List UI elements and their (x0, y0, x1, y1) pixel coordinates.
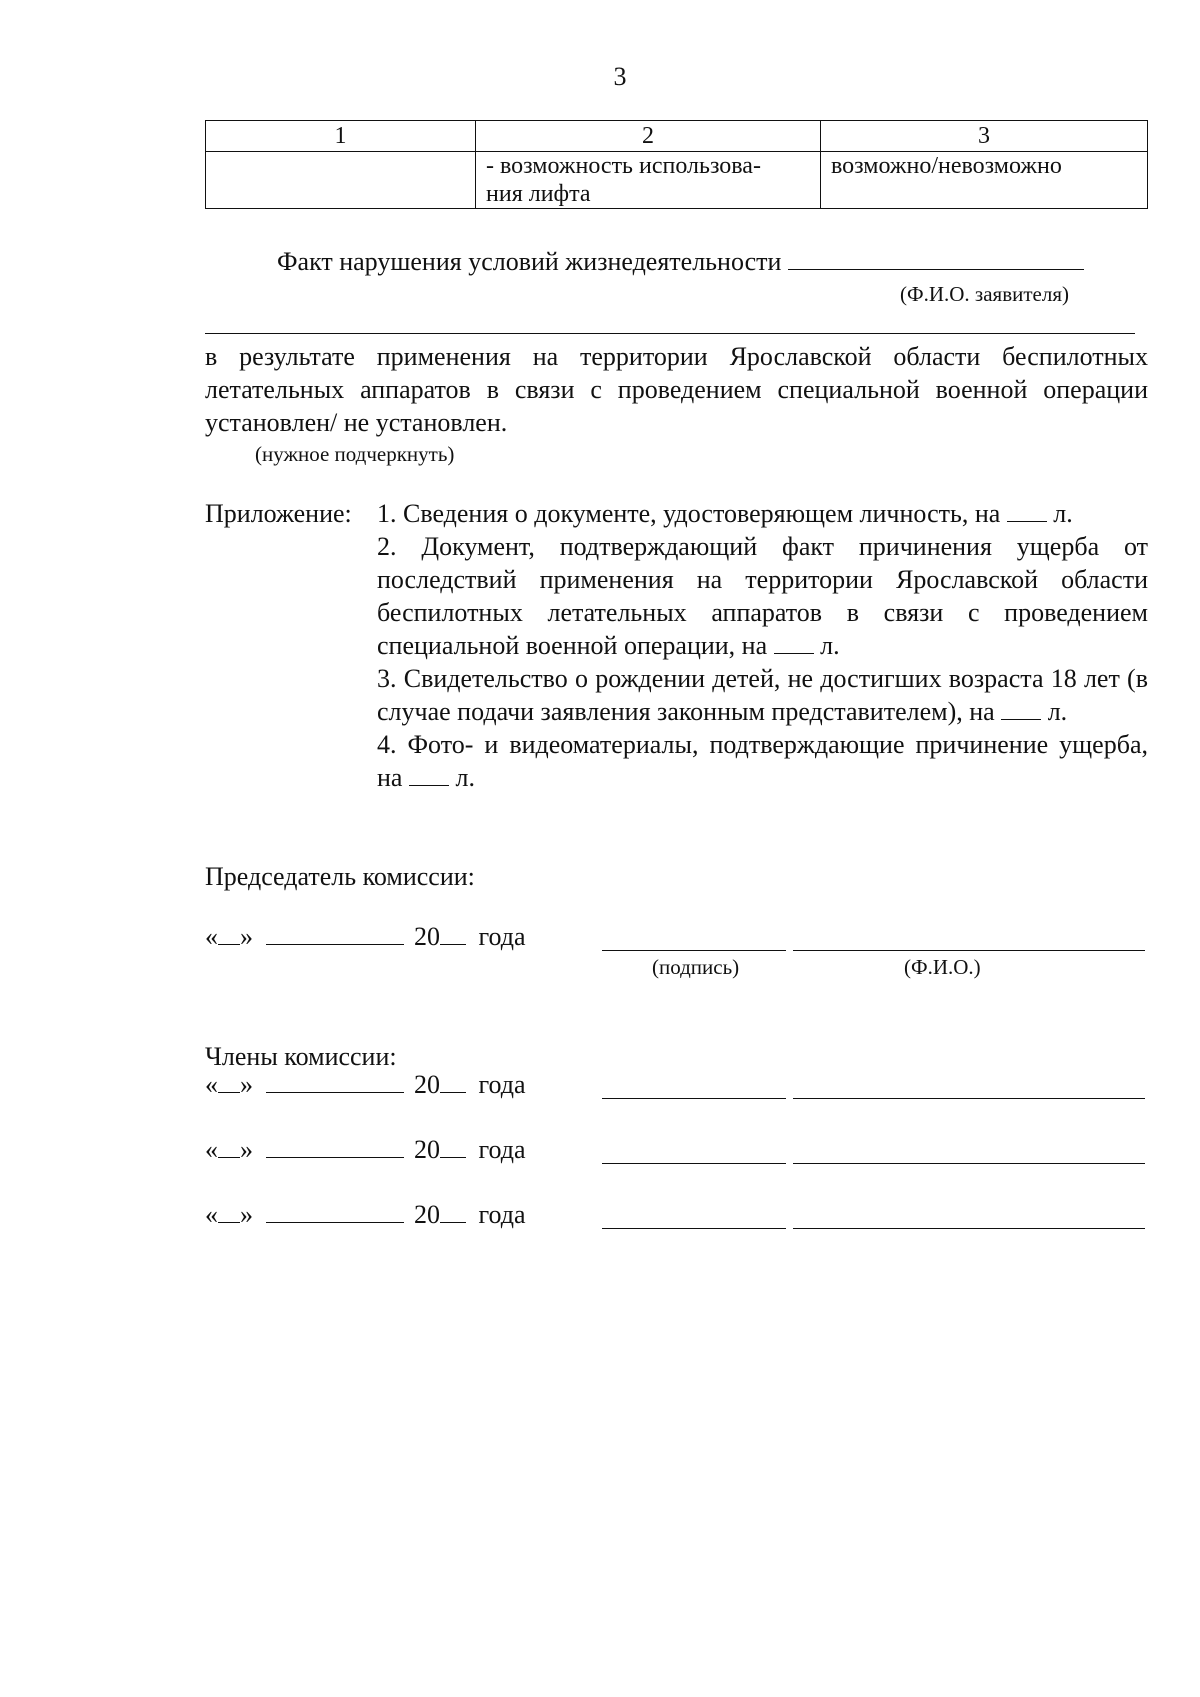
applicant-name-field-continuation[interactable] (205, 333, 1135, 334)
quote-close: » (240, 1070, 253, 1099)
quote-close: » (240, 922, 253, 951)
attachment-item-suffix: л. (820, 631, 840, 660)
fio-field[interactable] (793, 1228, 1145, 1229)
sheet-count-field[interactable] (1001, 697, 1041, 720)
member-date-row (205, 1068, 526, 1100)
attachment-list (377, 497, 1148, 794)
day-field[interactable] (218, 1133, 240, 1158)
sheet-count-field[interactable] (1007, 499, 1047, 522)
quote-close: » (240, 1200, 253, 1229)
result-paragraph: в результате применения на территории Ярославской области беспилотных летательных аппаратов в связи с проведением специальной военной операции установлен/ не установлен. (205, 342, 1148, 437)
month-field[interactable] (266, 1198, 404, 1223)
table-cell-lift (476, 152, 821, 209)
table-header-cell-2: 2 (476, 121, 821, 152)
lift-text-line-2: ния лифта (486, 181, 591, 207)
attachment-item (377, 662, 1148, 728)
table-header-cell-3: 3 (821, 121, 1148, 152)
signature-field[interactable] (602, 1098, 786, 1099)
year-field[interactable] (440, 1133, 466, 1158)
chairman-date-row (205, 920, 526, 952)
year-suffix: года (478, 922, 526, 951)
year-field[interactable] (440, 1068, 466, 1093)
members-label: Члены комиссии: (205, 1042, 397, 1071)
chairman-label: Председатель комиссии: (205, 862, 475, 891)
attachment-item-text: 3. Свидетельство о рождении детей, не достигших возраста 18 лет (в случае подачи заявления законным представителем), на (377, 664, 1148, 726)
quote-open: « (205, 1135, 218, 1164)
form-table (205, 120, 1148, 209)
signature-field[interactable] (602, 1228, 786, 1229)
year-prefix: 20 (414, 1200, 440, 1229)
attachment-item-text: 2. Документ, подтверждающий факт причинения ущерба от последствий применения на территории Ярославской области беспилотных летательных аппаратов в связи с проведением специальной военной операции, на (377, 532, 1148, 660)
sheet-count-field[interactable] (774, 631, 814, 654)
underline-note: (нужное подчеркнуть) (255, 442, 455, 466)
applicant-name-field[interactable] (788, 245, 1084, 270)
month-field[interactable] (266, 1068, 404, 1093)
fact-label: Факт нарушения условий жизнедеятельности (277, 247, 782, 276)
sheet-count-field[interactable] (409, 763, 449, 786)
lift-text-line-1: - возможность использова- (486, 153, 761, 179)
year-prefix: 20 (414, 1070, 440, 1099)
year-field[interactable] (440, 1198, 466, 1223)
attachment-item (377, 530, 1148, 662)
attachment-item-text: 4. Фото- и видеоматериалы, подтверждающие причинение ущерба, на (377, 730, 1148, 792)
signature-field[interactable] (602, 950, 786, 951)
attachment-item-suffix: л. (455, 763, 475, 792)
year-prefix: 20 (414, 1135, 440, 1164)
attachment-item (377, 728, 1148, 794)
day-field[interactable] (218, 920, 240, 945)
year-suffix: года (478, 1070, 526, 1099)
day-field[interactable] (218, 1068, 240, 1093)
year-prefix: 20 (414, 922, 440, 951)
member-date-row (205, 1133, 526, 1165)
attachment-label: Приложение: (205, 499, 352, 528)
fio-field[interactable] (793, 1163, 1145, 1164)
table-header-row (206, 121, 1148, 152)
table-row (206, 152, 1148, 209)
fio-field[interactable] (793, 1098, 1145, 1099)
fio-field[interactable] (793, 950, 1145, 951)
quote-open: « (205, 1070, 218, 1099)
quote-close: » (240, 1135, 253, 1164)
attachment-item-suffix: л. (1053, 499, 1073, 528)
attachment-item-suffix: л. (1047, 697, 1068, 726)
month-field[interactable] (266, 920, 404, 945)
fio-caption: (Ф.И.О.) (904, 955, 981, 979)
quote-open: « (205, 922, 218, 951)
month-field[interactable] (266, 1133, 404, 1158)
applicant-fio-caption: (Ф.И.О. заявителя) (900, 282, 1069, 306)
table-cell-possibility: возможно/невозможно (821, 152, 1148, 209)
signature-caption: (подпись) (652, 955, 740, 979)
table-header-cell-1: 1 (206, 121, 476, 152)
quote-open: « (205, 1200, 218, 1229)
year-field[interactable] (440, 920, 466, 945)
table-cell-empty (206, 152, 476, 209)
fact-line (277, 245, 1084, 278)
year-suffix: года (478, 1200, 526, 1229)
attachment-item-text: 1. Сведения о документе, удостоверяющем личность, на (377, 499, 1001, 528)
signature-field[interactable] (602, 1163, 786, 1164)
attachment-item (377, 497, 1148, 530)
year-suffix: года (478, 1135, 526, 1164)
page-number: 3 (613, 62, 627, 91)
day-field[interactable] (218, 1198, 240, 1223)
member-date-row (205, 1198, 526, 1230)
